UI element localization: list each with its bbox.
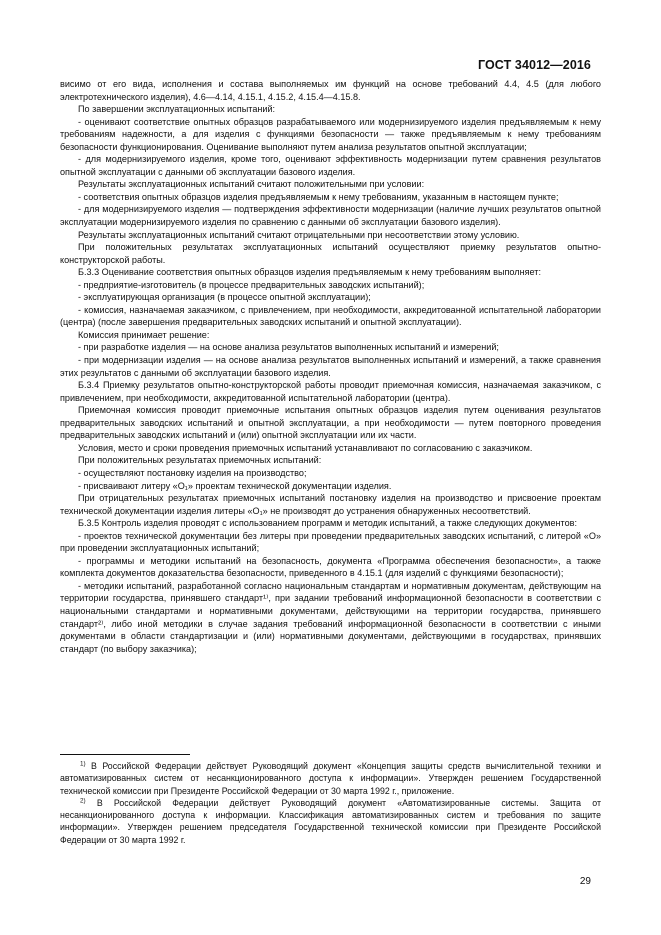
paragraph: - осуществляют постановку изделия на производство;: [78, 467, 307, 478]
page-number: 29: [579, 876, 591, 887]
paragraph: - эксплуатирующая организация (в процессе опытной эксплуатации);: [78, 292, 371, 303]
footnote-text: В Российской Федерации действует Руководящий документ «Автоматизированные системы. Защита от несанкционированного доступа к информации. Классификация автоматизированных систем и требования по защите информации». Утвержден решением председателя Государственной технической комиссии при Президенте Российской Федерации от 30 марта 1992 г.: [60, 797, 601, 845]
paragraph: - при разработке изделия — на основе анализа результатов выполненных испытаний и измерений;: [78, 342, 499, 353]
paragraph: - проектов технической документации без литеры при проведении предварительных заводских испытаний, с литерой «О» при проведении эксплуатационных испытаний;: [60, 530, 601, 554]
paragraph: Результаты эксплуатационных испытаний считают отрицательными при несоответствии этому условию.: [78, 229, 520, 240]
paragraph: - программы и методики испытаний на безопасность, документа «Программа обеспечения безопасности», а также комплекта документов доказательства безопасности, приведенного в 4.15.1 (для изделий с функциями безопасности);: [60, 555, 601, 579]
paragraph: - предприятие-изготовитель (в процессе предварительных заводских испытаний);: [78, 279, 425, 290]
paragraph: висимо от его вида, исполнения и состава выполняемых им функций на основе требований 4.4, 4.5 (для любого электротехнического изделия), 4.6—4.14, 4.15.1, 4.15.2, 4.15.4—4.15.8.: [60, 79, 601, 102]
paragraph: - присваивают литеру «О₁» проектам технической документации изделия.: [78, 480, 392, 491]
footnote: [60, 797, 601, 846]
paragraph: - методики испытаний, разработанной согласно национальным стандартам и нормативным документам, действующим на территории государства, принявшего стандарт¹⁾, при задании требований информационной безопасности в соответствии с национальными стандартами и нормативными документами, действующими на территории государства, принявшего стандарт²⁾, либо иной методики в случае задания требований информационной безопасности в соответствии с иными документами в области стандартизации и (или) нормативными документами, действующими в государствах, принявших стандарт (по выбору заказчика);: [60, 580, 601, 654]
paragraph: При положительных результатах приемочных испытаний:: [78, 455, 322, 466]
paragraph: При отрицательных результатах приемочных испытаний постановку изделия на производство и присвоение проектам технической документации изделия литеры «О₁» не производят до устранения обнаруженных несоответствий.: [60, 493, 601, 516]
footnote-mark: 1): [80, 760, 86, 768]
body-text: [60, 78, 601, 655]
footnote: [60, 760, 601, 797]
paragraph: Б.3.5 Контроль изделия проводят с использованием программ и методик испытаний, а также следующих документов:: [78, 518, 577, 529]
paragraph: - оценивают соответствие опытных образцов разрабатываемого или модернизируемого изделия предъявляемым к нему требованиям надежности, а для изделия с функциями безопасности — также предъявляемым к нему требованиям безопасности функционирования. Оценивание выполняют путем анализа результатов опытной эксплуатации;: [60, 116, 601, 152]
footnote-mark: 2): [80, 797, 86, 805]
footnote-text: В Российской Федерации действует Руководящий документ «Концепция защиты средств вычислительной техники и автоматизированных систем от несанкционированного доступа к информации». Утвержден решением Государственной технической комиссии при Президенте Российской Федерации от 30 марта 1992 г., приложение.: [60, 761, 601, 796]
paragraph: - для модернизируемого изделия, кроме того, оценивают эффективность модернизации путем сравнения результатов опытной эксплуатации с данными об эксплуатации базового изделия.: [60, 154, 601, 177]
paragraph: - комиссия, назначаемая заказчиком, с привлечением, при необходимости, аккредитованной испытательной лаборатории (центра) (после завершения предварительных заводских испытаний и опытной эксплуатации).: [60, 304, 601, 328]
footnotes: [60, 760, 601, 846]
page-header-doc-id: ГОСТ 34012—2016: [477, 58, 591, 72]
footnote-separator: [60, 754, 190, 755]
paragraph: Комиссия принимает решение:: [78, 329, 210, 340]
paragraph: - при модернизации изделия — на основе анализа результатов выполненных испытаний и измерений, а также сравнения этих результатов с данными об эксплуатации базового изделия.: [60, 355, 601, 378]
paragraph: Результаты эксплуатационных испытаний считают положительными при условии:: [78, 179, 425, 190]
paragraph: - для модернизируемого изделия — подтверждения эффективности модернизации (наличие лучших результатов опытной эксплуатации модернизируемого изделия по сравнению с данными об эксплуатации базового изделия).: [60, 204, 601, 228]
paragraph: Б.3.3 Оценивание соответствия опытных образцов изделия предъявляемым к нему требованиям выполняет:: [78, 267, 541, 278]
paragraph: Приемочная комиссия проводит приемочные испытания опытных образцов изделия путем оценивания результатов предварительных заводских испытаний и опытной эксплуатации, а при необходимости — путем повторного проведения предварительных заводских испытаний и (или) опытной эксплуатации или их части.: [60, 405, 601, 441]
paragraph: При положительных результатах эксплуатационных испытаний осуществляют приемку результатов опытно-конструкторской работы.: [60, 242, 601, 265]
paragraph: - соответствия опытных образцов изделия предъявляемым к нему требованиям, указанным в настоящем пункте;: [78, 191, 559, 202]
paragraph: Б.3.4 Приемку результатов опытно-конструкторской работы проводит приемочная комиссия, назначаемая заказчиком, с привлечением, при необходимости, аккредитованной испытательной лаборатории (центра).: [60, 380, 601, 403]
paragraph: Условия, место и сроки проведения приемочных испытаний устанавливают по согласованию с заказчиком.: [78, 442, 533, 453]
paragraph: По завершении эксплуатационных испытаний:: [78, 104, 276, 115]
